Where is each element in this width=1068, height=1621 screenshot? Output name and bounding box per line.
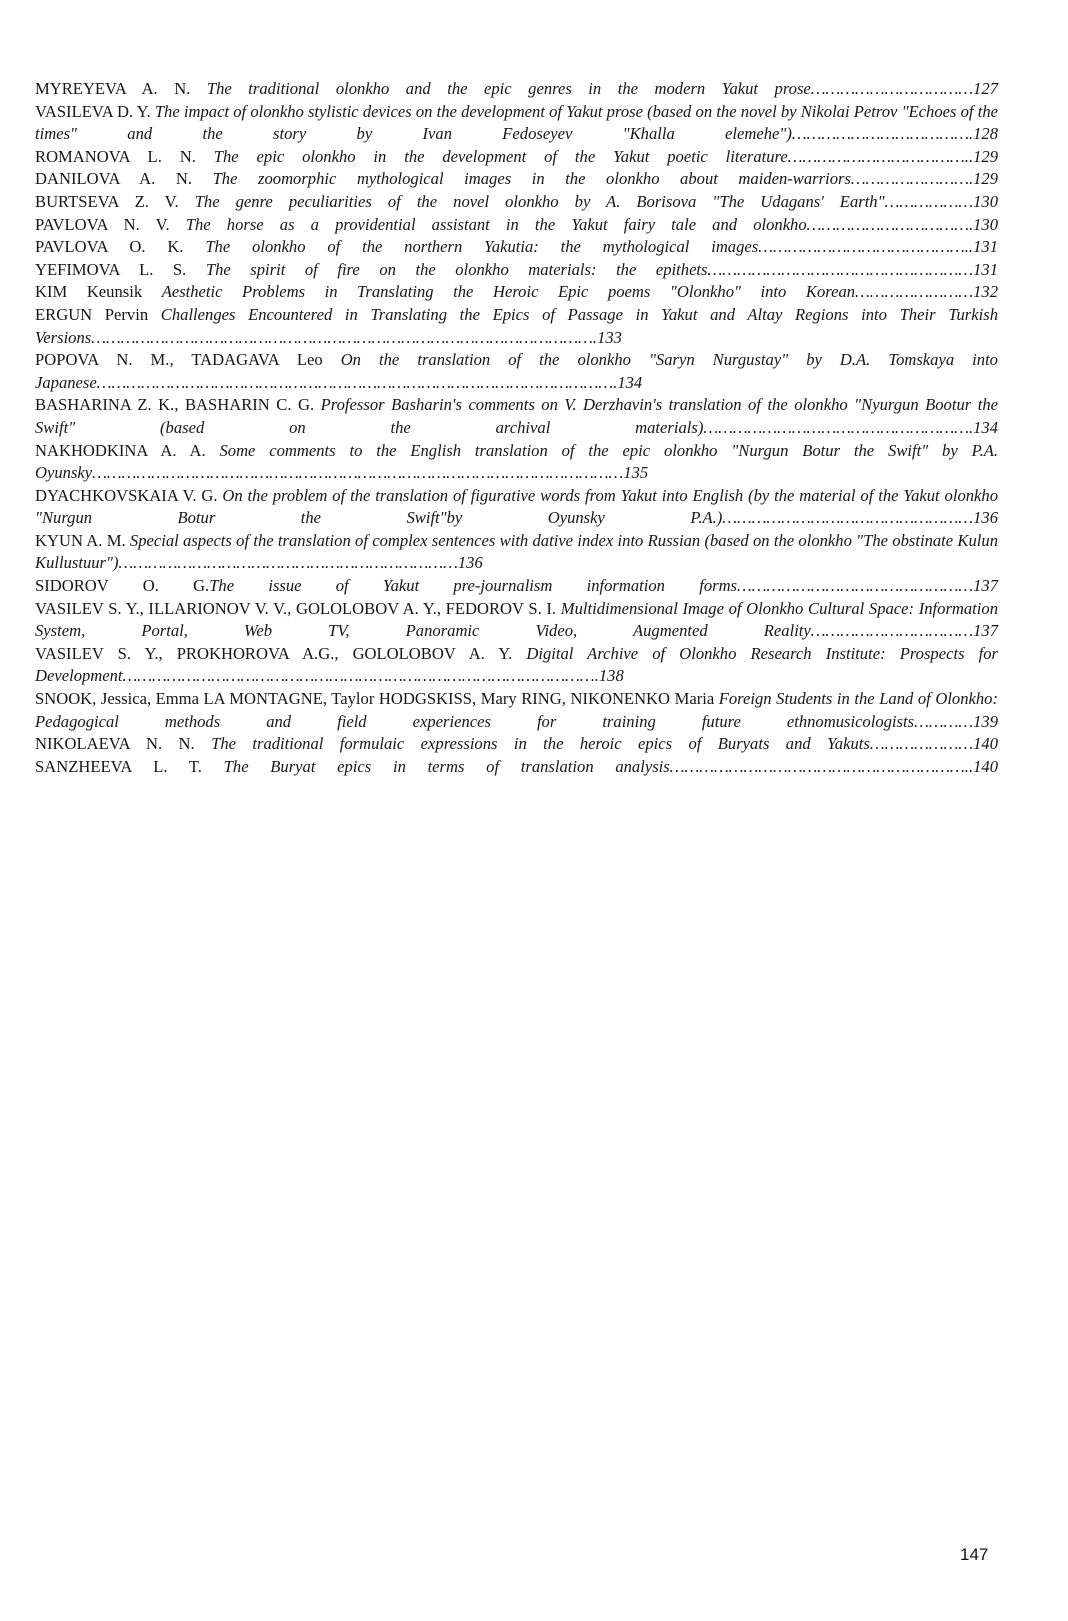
toc-entry-leader: ……………………. (850, 169, 974, 189)
toc-entry-leader: …………………………………….. (758, 237, 974, 257)
toc-entry-page: 130 (973, 191, 998, 211)
toc-entry-title: Foreign Students in the Land of Olonkho: Pedagogical methods and field experiences for training future ethnomusicologists (35, 689, 999, 731)
toc-entry-authors: POPOVA N. M., TADAGAVA Leo (35, 350, 341, 370)
toc-entry-title: Some comments to the English translation of the epic olonkho "Nurgun Botur the Swift" by P.A. Oyunsky (35, 440, 998, 483)
toc-entry-leader: ……………………………………………………………………………………………. (96, 372, 618, 392)
toc-entry (35, 530, 998, 575)
toc-entry-page: 132 (973, 282, 998, 302)
toc-entry-title: On the problem of the translation of figurative words from Yakut into English (by the material of the Yakut olonkho "Nurgun Botur the Swift"by Oyunsky P.A.) (35, 485, 998, 528)
toc-entry-page: 138 (598, 666, 624, 686)
toc-entry-leader: ……………………………………………… (707, 259, 974, 279)
toc-entry (35, 440, 998, 485)
toc-entry-page: 130 (973, 214, 998, 234)
toc-entry-authors: YEFIMOVA L. S. (35, 259, 206, 279)
toc-entry (35, 236, 998, 259)
toc-entry-authors: SANZHEEVA L. T. (35, 756, 224, 776)
toc-entry-leader: ………………………………………………. (703, 417, 974, 437)
toc-entry-title: The olonkho of the northern Yakutia: the mythological images (205, 237, 759, 257)
toc-entry-page: 129 (973, 169, 998, 189)
toc-entry-authors: VASILEV S. Y., PROKHOROVA A.G., GOLOLOBOV A. Y. (35, 643, 527, 663)
toc-entry (35, 168, 998, 191)
toc-entry-page: 131 (973, 259, 998, 279)
toc-entry-page: 140 (973, 734, 999, 754)
toc-entry-leader: …………………… (855, 282, 974, 302)
toc-entry-authors: NIKOLAEVA N. N. (35, 734, 212, 754)
toc-entry-leader: ……………………………………………………………………………………………… (92, 463, 624, 483)
toc-entry (35, 598, 998, 643)
toc-entry-leader: ……………………………….. (787, 146, 974, 166)
toc-entry-authors: BURTSEVA Z. V. (35, 191, 195, 211)
toc-entry-authors: SIDOROV O. G. (35, 576, 210, 596)
toc-entry-leader: …………………………………………………….. (669, 756, 974, 776)
toc-entry-leader: …………………………… (810, 621, 974, 641)
table-of-contents (35, 78, 998, 778)
toc-entry-page: 134 (617, 372, 643, 392)
toc-entry-authors: PAVLOVA N. V. (35, 214, 186, 234)
toc-entry-leader: ……………………………. (806, 214, 974, 234)
toc-entry-leader: ……………………………………………………………………………………. (122, 666, 599, 686)
toc-entry-authors: MYREYEVA A. N. (35, 79, 207, 98)
toc-entry (35, 78, 998, 101)
toc-entry-authors: DYACHKOVSKAIA V. G. (35, 485, 223, 505)
page-number: 147 (960, 1545, 989, 1564)
toc-entry (35, 756, 998, 779)
toc-entry-page: 137 (973, 621, 998, 641)
toc-entry-title: The traditional olonkho and the epic genres in the modern Yakut prose (206, 79, 811, 98)
toc-entry (35, 575, 998, 598)
toc-entry-leader: ………………… (869, 734, 974, 754)
toc-entry-title: The impact of olonkho stylistic devices on the development of Yakut prose (based on the novel by Nikolai Petrov "Echoes of the times" and the story by Ivan Fedoseyev "Khalla elemehe") (35, 101, 998, 144)
toc-entry-title: The zoomorphic mythological images in the olonkho about maiden-warriors (212, 169, 851, 189)
toc-entry (35, 259, 998, 282)
toc-entry-page: 133 (597, 327, 622, 347)
toc-entry-authors: DANILOVA A. N. (35, 169, 213, 189)
toc-entry-page: 134 (973, 417, 998, 437)
toc-entry-title: The issue of Yakut pre-journalism information forms (209, 576, 738, 596)
toc-entry-page: 136 (973, 508, 998, 528)
toc-entry-leader: ……………… (884, 191, 974, 211)
toc-entry (35, 191, 998, 214)
toc-entry-leader: …………………………………………… (722, 508, 974, 528)
toc-entry (35, 733, 998, 756)
toc-entry-title: The horse as a providential assistant in the Yakut fairy tale and olonkho (185, 214, 807, 234)
toc-entry-authors: ERGUN Pervin (35, 304, 161, 324)
toc-entry-page: 135 (623, 463, 649, 483)
toc-entry-leader: ………………………………………… (737, 576, 974, 596)
toc-entry (35, 281, 998, 304)
toc-entry (35, 146, 998, 169)
toc-entry-title: Challenges Encountered in Translating the Epics of Passage in Yakut and Altay Regions into Their Turkish Versions (35, 304, 998, 347)
toc-entry-authors: BASHARINA Z. K., BASHARIN C. G. (35, 395, 321, 415)
toc-entry-authors: PAVLOVA O. K. (35, 237, 206, 257)
toc-entry-title: Special aspects of the translation of complex sentences with dative index into Russian (based on the olonkho "The obstinate Kulun Kullustuur") (35, 530, 998, 573)
toc-entry-leader: ………… (914, 711, 974, 731)
toc-entry-authors: VASILEVA D. Y. (35, 101, 155, 121)
toc-entry-page: 131 (973, 237, 998, 257)
toc-entry (35, 688, 998, 733)
toc-entry-title: The Buryat epics in terms of translation analysis (223, 756, 670, 776)
toc-entry-title: The spirit of fire on the olonkho materials: the epithets (205, 259, 708, 279)
toc-entry-page: 139 (973, 711, 998, 731)
toc-entry-title: Multidimensional Image of Olonkho Cultural Space: Information System, Portal, Web TV, Panoramic Video, Augmented Reality (35, 598, 998, 641)
toc-entry-title: The genre peculiarities of the novel olonkho by A. Borisova "The Udagans' Earth" (194, 191, 885, 211)
toc-entry-title: The traditional formulaic expressions in the heroic epics of Buryats and Yakuts (211, 734, 870, 754)
toc-entry-title: On the translation of the olonkho "Saryn Nurgustay" by D.A. Tomskaya into Japanese (35, 350, 998, 392)
toc-entry (35, 394, 998, 439)
toc-entry (35, 349, 998, 394)
toc-entry (35, 485, 998, 530)
toc-entry-page: 129 (973, 146, 998, 166)
toc-entry (35, 214, 998, 237)
toc-entry-page: 127 (973, 79, 998, 98)
toc-entry-page: 136 (457, 553, 483, 573)
toc-entry-leader: ………………………………. (791, 124, 974, 144)
toc-entry-page: 137 (973, 576, 998, 596)
toc-entry (35, 101, 998, 146)
toc-entry-authors: VASILEV S. Y., ILLARIONOV V. V., GOLOLOBOV A. Y., FEDOROV S. I. (35, 598, 561, 618)
toc-entry-authors: ROMANOVA L. N. (35, 146, 214, 166)
toc-entry-leader: …………………………………………………………………………………………. (91, 327, 598, 347)
toc-entry-authors: KYUN A. M. (35, 530, 130, 550)
toc-entry-leader: …………………………………………………………… (118, 553, 458, 573)
toc-entry-authors: SNOOK, Jessica, Emma LA MONTAGNE, Taylor HODGSKISS, Mary RING, NIKONENKO Maria (35, 689, 719, 709)
toc-entry-title: Digital Archive of Olonkho Research Institute: Prospects for Development (35, 643, 998, 686)
toc-entry-authors: KIM Keunsik (35, 282, 162, 302)
toc-entry-page: 128 (973, 124, 998, 144)
toc-entry-leader: …………………………… (810, 79, 974, 98)
toc-entry-title: The epic olonkho in the development of the Yakut poetic literature (213, 146, 788, 166)
toc-entry (35, 304, 998, 349)
toc-entry-title: Professor Basharin's comments on V. Derzhavin's translation of the olonkho "Nyurgun Bootur the Swift" (based on the archival materials) (35, 395, 998, 437)
toc-entry (35, 643, 998, 688)
toc-entry-authors: NAKHODKINA A. A. (35, 440, 220, 460)
toc-entry-title: Aesthetic Problems in Translating the Heroic Epic poems "Olonkho" into Korean (161, 282, 856, 302)
toc-entry-page: 140 (973, 756, 998, 776)
